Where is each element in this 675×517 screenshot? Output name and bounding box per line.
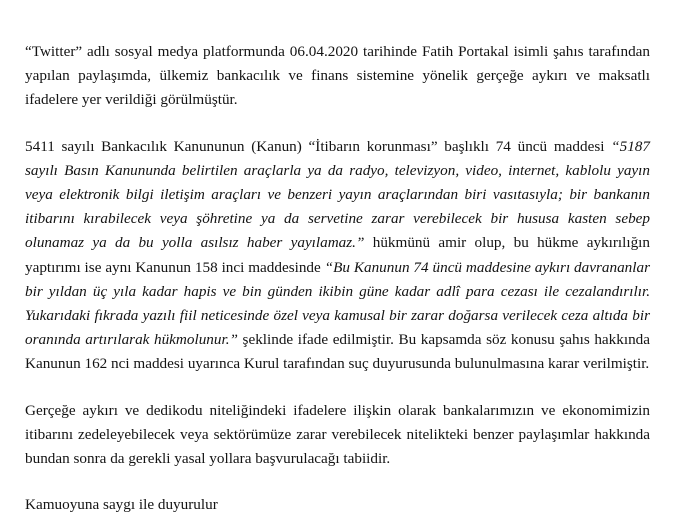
- quoted-law-article-74: “5187 sayılı Basın Kanununda belirtilen araçlarla ya da radyo, televizyon, video, internet, kablolu yayın veya elektronik bilgi iletişim araçları ve benzeri yayın araçlarından biri vasıtasıyla; bir bankanın itibarını kırabilecek veya şöhretine ya da servetine zarar verebilecek bir hususa kasten sebep olunamaz ya da bu yolla asılsız haber yayılamaz.”: [25, 137, 650, 252]
- paragraph-warning: [25, 399, 650, 472]
- text-run: “Twitter” adlı sosyal medya platformunda 06.04.2020 tarihinde Fatih Portakal isimli şahıs tarafından yapılan paylaşımda, ülkemiz bankacılık ve finans sistemine yönelik gerçeğe aykırı ve maksatlı ifadelere yer verildiği görülmüştür.: [25, 43, 650, 109]
- paragraph-closing: [25, 493, 650, 517]
- document-body: [25, 40, 650, 517]
- text-run: hükmünü amir olup, bu hükme aykırılığın yaptırımı ise aynı Kanunun 158 inci maddesinde: [25, 234, 650, 276]
- text-run: Gerçeğe aykırı ve dedikodu niteliğindeki ifadelere ilişkin olarak bankalarımızın ve ekonomimizin itibarını zedeleyebilecek veya sektörümüze zarar verebilecek nitelikteki benzer paylaşımlar hakkında bundan sonra da gerekli yasal yollara başvurulacağı tabiidir.: [25, 401, 650, 468]
- quoted-law-article-158: “Bu Kanunun 74 üncü maddesine aykırı davrananlar bir yıldan üç yıla kadar hapis ve bin günden ikibin güne kadar adlî para cezası ile cezalandırılır. Yukarıdaki fıkrada yazılı fiil neticesinde özel veya kamusal bir zarar doğarsa verilecek ceza altıda bir oranında artırılarak hükmolunur.”: [25, 258, 650, 349]
- text-run: 5411 sayılı Bankacılık Kanununun (Kanun) “İtibarın korunması” başlıklı 74 üncü maddesi: [25, 137, 612, 155]
- text-run: Kamuoyuna saygı ile duyurulur: [25, 496, 218, 514]
- text-run: şeklinde ifade edilmiştir. Bu kapsamda söz konusu şahıs hakkında Kanunun 162 nci maddesi uyarınca Kurul tarafından suç duyurusunda bulunulmasına karar verilmiştir.: [25, 331, 650, 373]
- paragraph-legal-basis: [25, 135, 650, 377]
- paragraph-intro: [25, 40, 650, 113]
